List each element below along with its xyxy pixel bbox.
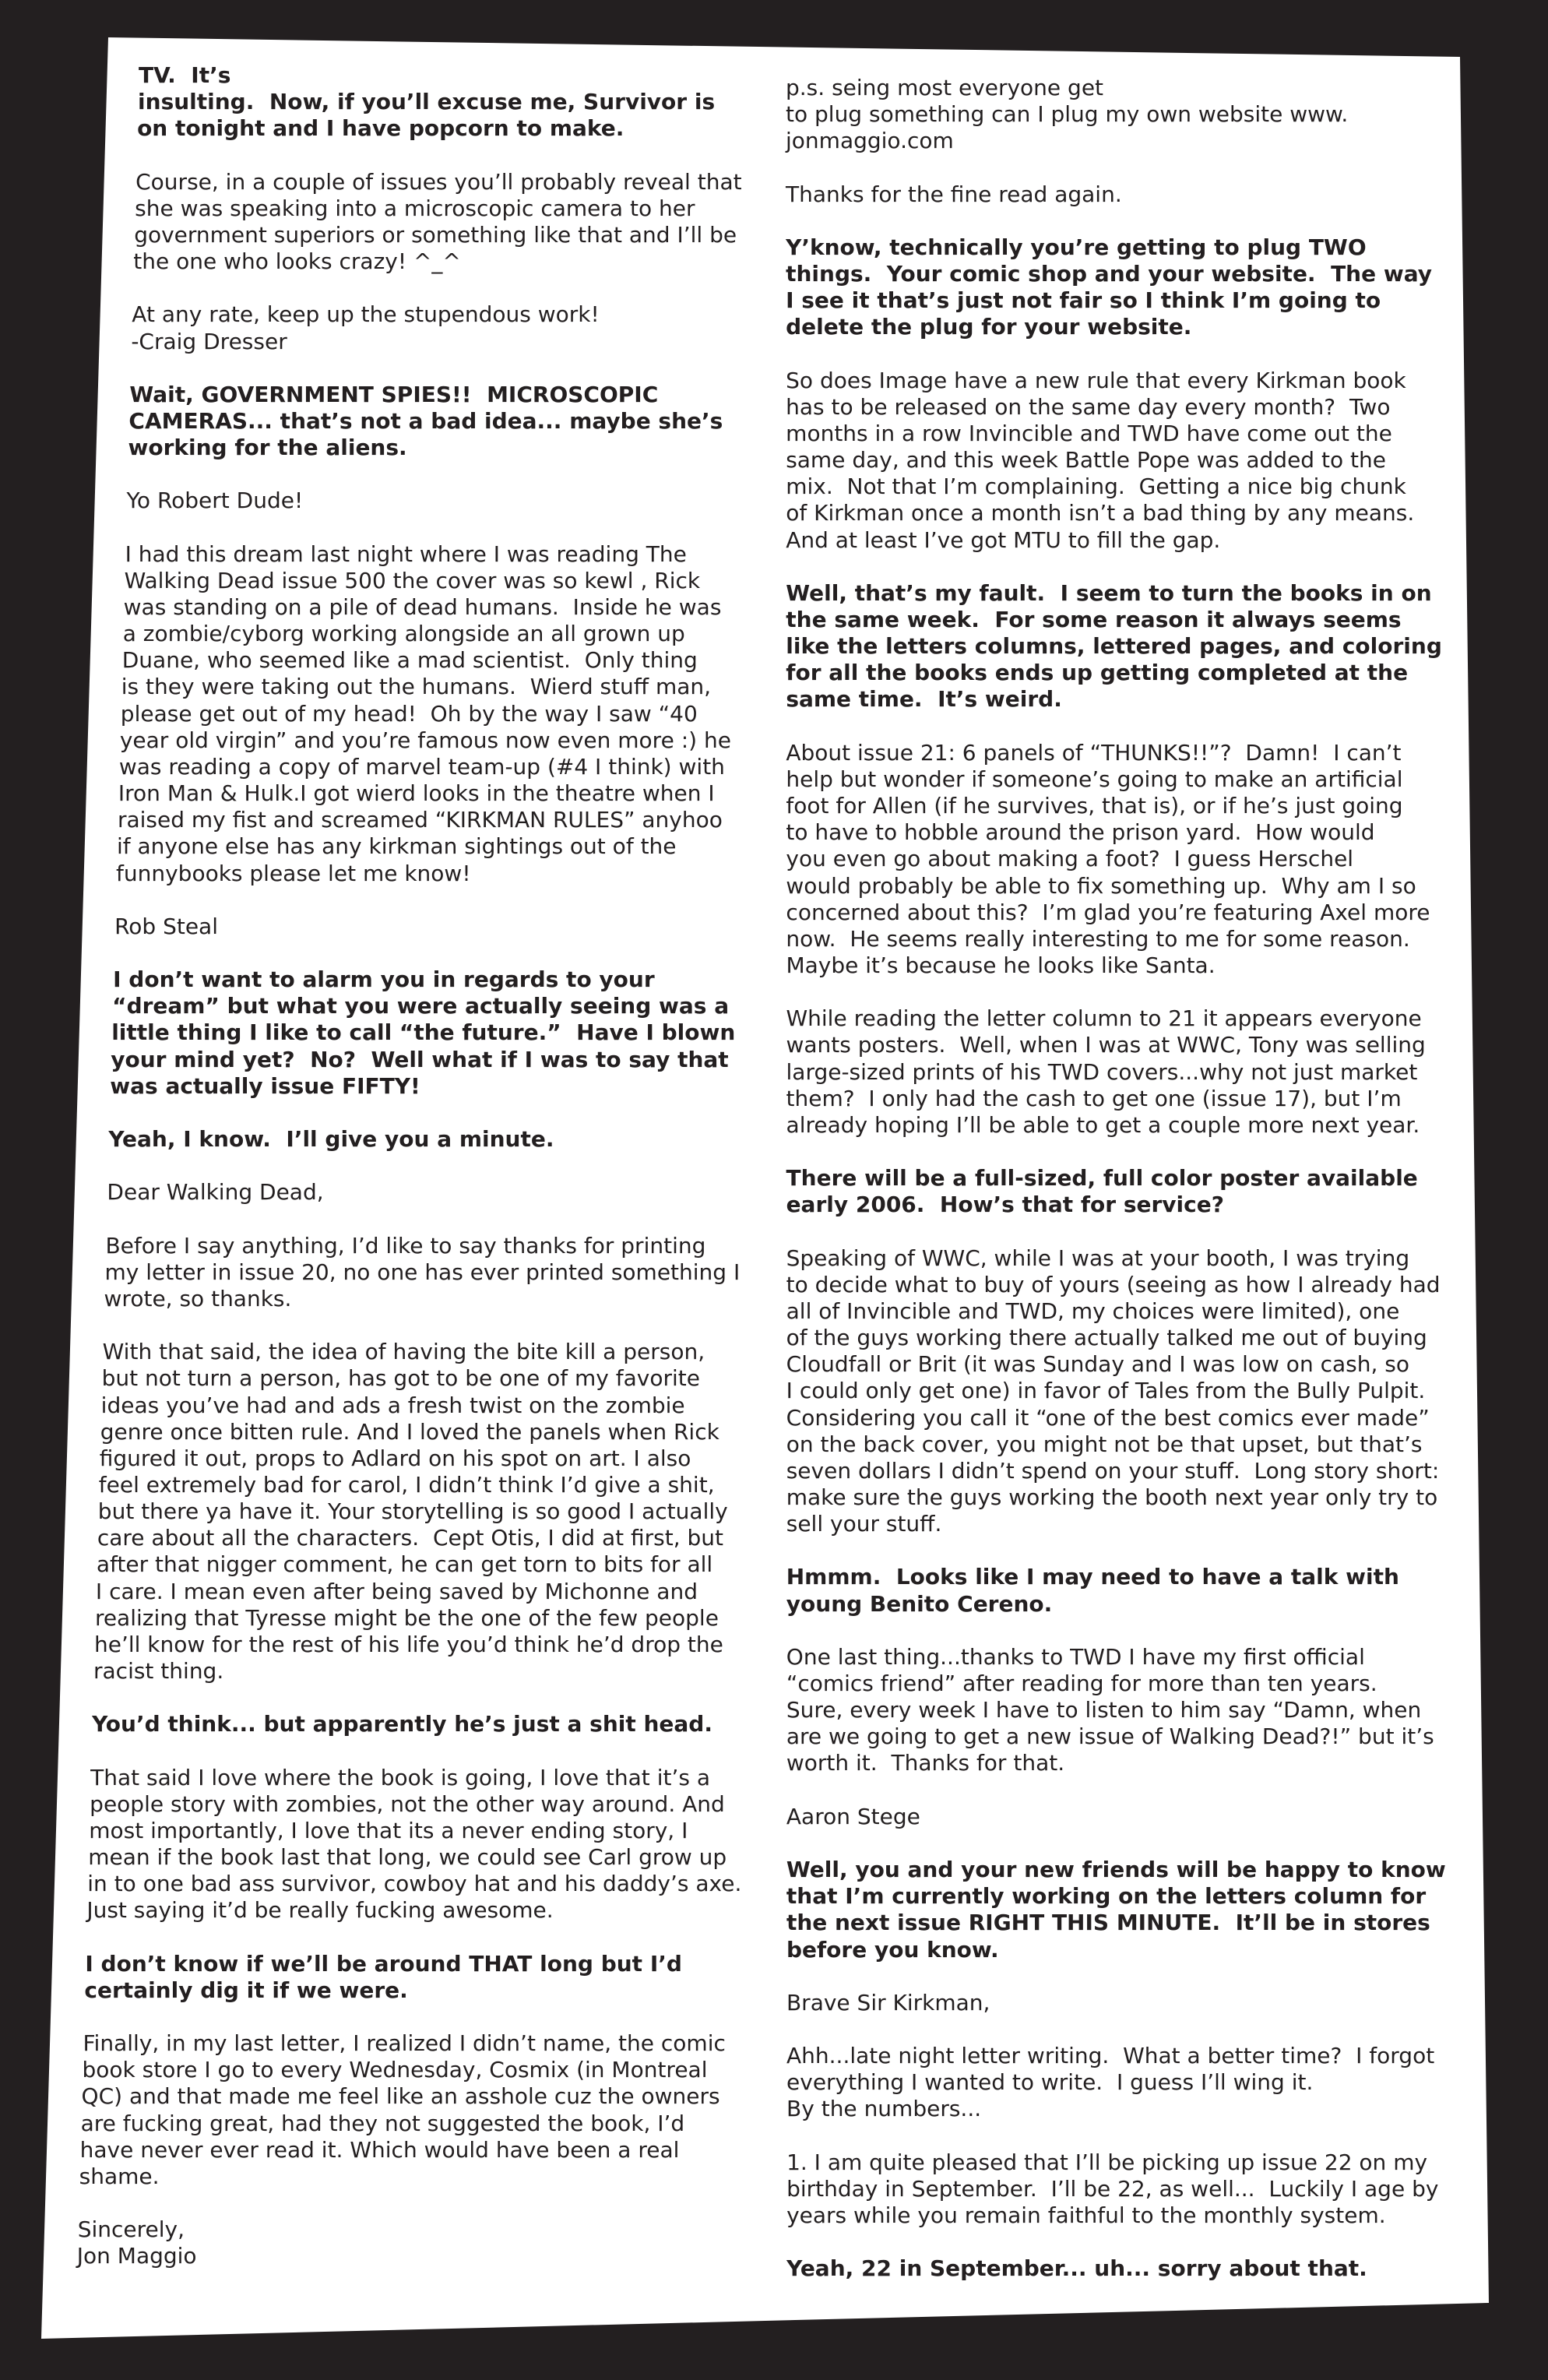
text-line: “dream” but what you were actually seeing was a [112,993,730,1019]
text-line: most importantly, I love that its a never ending story, I [89,1817,688,1843]
text-line: So does Image have a new rule that every Kirkman book [786,367,1406,393]
text-line: There will be a full-sized, full color poster available [786,1165,1418,1192]
text-line: Hmmm. Looks like I may need to have a talk with [786,1564,1399,1590]
text-line: Well, that’s my fault. I seem to turn the books in on [786,579,1432,606]
text-line: mix. Not that I’m complaining. Getting a nice big chunk [786,474,1406,500]
text-line: on tonight and I have popcorn to make. [137,115,624,142]
text-line: make sure the guys working the booth next year only try to [786,1484,1438,1510]
text-line: wrote, so thanks. [104,1285,292,1311]
text-line: like the letters columns, lettered pages, and coloring [786,633,1442,660]
text-line: everything I wanted to write. I guess I’ll wing it. [786,2069,1314,2096]
text-line: already hoping I’ll be able to get a couple more next year. [786,1111,1420,1138]
text-line: Well, you and your new friends will be happy to know [786,1857,1446,1883]
text-line: year old virgin” and you’re famous now even more :) he [119,727,731,753]
text-line: Walking Dead issue 500 the cover was so kewl , Rick [124,567,701,593]
text-line: care about all the characters. Cept Otis, I did at first, but [97,1525,723,1551]
text-line: Dear Walking Dead, [107,1179,324,1206]
text-line: of Kirkman once a month isn’t a bad thing by any means. [786,500,1415,526]
text-line: feel extremely bad for carol, I didn’t think I’d give a shit, [98,1471,715,1498]
text-line: certainly dig it if we were. [84,1977,408,2003]
text-line: wants posters. Well, when I was at WWC, Tony was selling [786,1032,1426,1058]
text-line: book store I go to every Wednesday, Cosmix (in Montreal [82,2057,708,2083]
text-line: are we going to get a new issue of Walking Dead?!” but it’s [786,1723,1434,1750]
text-line: seven dollars I didn’t spend on your stuff. Long story short: [786,1457,1440,1484]
text-line: if anyone else has any kirkman sightings out of the [116,833,677,860]
text-line: TV. It’s [139,62,231,88]
text-line: are fucking great, had they not suggested the book, I’d [80,2110,685,2136]
text-line: to decide what to buy of yours (seeing as how I already had [786,1271,1441,1297]
text-line: large-sized prints of his TWD covers...why not just market [786,1058,1418,1085]
text-line: Finally, in my last letter, I realized I didn’t name, the comic [83,2030,726,2057]
text-line: I care. I mean even after being saved by Michonne and [95,1578,698,1604]
text-line: figured it out, props to Adlard on his spot on art. I also [99,1445,691,1471]
text-line: Considering you call it “one of the best comics ever made” [786,1404,1430,1431]
text-line: early 2006. How’s that for service? [786,1192,1224,1218]
text-line: I had this dream last night where I was reading The [125,540,687,567]
text-line: While reading the letter column to 21 it appears everyone [786,1005,1422,1032]
text-line: -Craig Dresser [131,328,287,354]
text-line: Yeah, 22 in September... uh... sorry about that. [786,2255,1367,2282]
text-line: to have to hobble around the prison yard. How would [786,819,1375,846]
text-line: I don’t want to alarm you in regards to your [113,966,655,993]
text-line: Iron Man & Hulk.I got wierd looks in the theatre when I [118,780,715,807]
text-line: now. He seems really interesting to me for some reason. [786,925,1410,952]
text-line: And at least I’ve got MTU to fill the gap. [786,526,1221,553]
text-line: With that said, the idea of having the bite kill a person, [102,1339,705,1365]
text-line: was actually issue FIFTY! [110,1072,420,1099]
text-line: he’ll know for the rest of his life you’d think he’d drop the [93,1631,723,1657]
text-line: them? I only had the cash to get one (issue 17), but I’m [786,1085,1402,1111]
text-line: Cloudfall or Brit (it was Sunday and I was low on cash, so [786,1351,1409,1378]
text-line: Duane, who seemed like a mad scientist. Only thing [121,647,698,674]
text-line: before you know. [786,1936,999,1963]
text-line: racist thing. [93,1658,224,1684]
text-line: CAMERAS... that’s not a bad idea... maybe she’s [128,407,723,434]
text-line: is they were taking out the humans. Wierd stuff man, [121,674,712,700]
text-line: raised my fist and screamed “KIRKMAN RULES” anyhoo [117,807,723,833]
text-line: birthday in September. I’ll be 22, as well... Luckily I age by [786,2175,1439,2202]
text-line: to plug something can I plug my own website www. [786,101,1349,128]
text-line: in to one bad ass survivor, cowboy hat and his daddy’s axe. [87,1871,742,1897]
text-line: worth it. Thanks for that. [786,1750,1065,1776]
text-line: Aaron Stege [786,1803,920,1829]
text-line: has to be released on the same day every month? Two [786,393,1391,420]
text-line: Speaking of WWC, while I was at your booth, I was trying [786,1245,1410,1271]
text-line: the next issue RIGHT THIS MINUTE. It’ll be in stores [786,1910,1430,1936]
text-line: Maybe it’s because he looks like Santa. [786,952,1216,978]
text-line: shame. [79,2163,160,2189]
text-line: the same week. For some reason it always seems [786,607,1402,632]
text-line: Wait, GOVERNMENT SPIES!! MICROSCOPIC [129,381,659,407]
text-line: things. Your comic shop and your website. The way [786,261,1432,287]
text-line: genre once bitten rule. And I loved the panels when Rick [100,1418,719,1445]
text-line: same day, and this week Battle Pope was added to the [786,447,1386,474]
text-line: Yo Robert Dude! [126,488,304,514]
text-line: on the back cover, you might not be that upset, but that’s [786,1431,1423,1457]
text-line: One last thing...thanks to TWD I have my first official [786,1643,1365,1670]
text-line: ideas you’ve had and ads a fresh twist on the zombie [100,1392,685,1418]
text-line: mean if the book last that long, we could see Carl grow up [88,1844,727,1871]
text-line: people story with zombies, not the other way around. And [90,1790,725,1817]
text-line: for all the books ends up getting completed at the [786,660,1409,686]
text-line: was reading a copy of marvel team-up (#4 I think) with [118,753,725,780]
text-line: same time. It’s weird. [786,686,1062,713]
text-line: my letter in issue 20, no one has ever printed something I [104,1259,741,1285]
text-line: realizing that Tyresse might be the one of the few people [94,1604,719,1631]
text-line: all of Invincible and TWD, my choices were limited), one [786,1297,1400,1324]
text-line: Brave Sir Kirkman, [786,1989,990,2016]
text-line: but there ya have it. Your storytelling is so good I actually [97,1498,728,1525]
text-line: Y’know, technically you’re getting to plug TWO [786,234,1367,260]
text-line: funnybooks please let me know! [116,860,471,886]
text-line: At any rate, keep up the stupendous work! [132,301,600,328]
text-line: That said I love where the book is going, I love that it’s a [90,1764,710,1790]
text-line: after that nigger comment, he can get torn to bits for all [96,1551,713,1578]
text-line: By the numbers... [786,2096,982,2122]
text-line: she was speaking into a microscopic camera to her [135,195,695,221]
text-line: I don’t know if we’ll be around THAT long but I’d [85,1950,682,1977]
text-line: delete the plug for your website. [786,314,1192,340]
text-line: please get out of my head! Oh by the way I saw “40 [120,700,698,727]
text-line: I see it that’s just not fair so I think I’m going to [786,287,1381,314]
text-line: Ahh...late night letter writing. What a better time? I forgot [786,2043,1435,2069]
text-line: little thing I like to call “the future.” Have I blown [111,1019,736,1046]
text-line: a zombie/cyborg working alongside an all grown up [122,621,685,647]
text-line: QC) and that made me feel like an asshole cuz the owners [81,2083,720,2110]
text-line: you even go about making a foot? I guess Herschel [786,846,1354,872]
text-line: help but wonder if someone’s going to make an artificial [786,766,1403,792]
text-line: months in a row Invincible and TWD have come out the [786,420,1392,446]
text-line: years while you remain faithful to the monthly system. [786,2202,1386,2228]
text-line: foot for Allen (if he survives, that is), or if he’s just going [786,793,1403,819]
text-line: About issue 21: 6 panels of “THUNKS!!”? Damn! I can’t [786,739,1402,766]
text-line: sell your stuff. [786,1511,942,1537]
text-line: Thanks for the fine read again. [786,181,1122,207]
text-line: Jon Maggio [76,2243,197,2269]
text-line: Just saying it’d be really fucking awesome. [86,1897,554,1924]
text-line: was standing on a pile of dead humans. Inside he was [123,594,722,620]
text-line: Course, in a couple of issues you’ll probably reveal that [135,168,742,195]
text-line: young Benito Cereno. [786,1590,1053,1617]
text-line: jonmaggio.com [786,128,954,154]
text-line: the one who looks crazy! ^_^ [133,248,461,275]
text-line: but not turn a person, has got to be one of my favorite [101,1365,700,1392]
text-line: that I’m currently working on the letters column for [786,1883,1427,1910]
text-line: working for the aliens. [128,435,407,461]
text-line: Rob Steal [114,913,218,939]
text-line: government superiors or something like that and I’ll be [134,221,737,248]
text-line: I could only get one) in favor of Tales from the Bully Pulpit. [786,1378,1426,1404]
text-line: would probably be able to fix something up. Why am I so [786,872,1416,899]
text-line: Sincerely, [77,2216,185,2243]
text-line: insulting. Now, if you’ll excuse me, Survivor is [138,89,716,115]
text-line: of the guys working there actually talked me out of buying [786,1325,1427,1351]
text-line: Sure, every week I have to listen to him say “Damn, when [786,1697,1422,1723]
text-line: your mind yet? No? Well what if I was to say that [111,1046,729,1072]
text-line: 1. I am quite pleased that I’ll be picking up issue 22 on my [786,2149,1428,2175]
text-line: concerned about this? I’m glad you’re featuring Axel more [786,899,1430,925]
text-line: have never ever read it. Which would have been a real [79,2136,680,2163]
text-line: Yeah, I know. I’ll give you a minute. [108,1126,554,1152]
text-line: Before I say anything, I’d like to say thanks for printing [105,1232,706,1259]
text-line: “comics friend” after reading for more than ten years. [786,1671,1377,1696]
text-line: p.s. seing most everyone get [786,75,1104,100]
text-line: You’d think... but apparently he’s just a shit head. [92,1711,712,1737]
